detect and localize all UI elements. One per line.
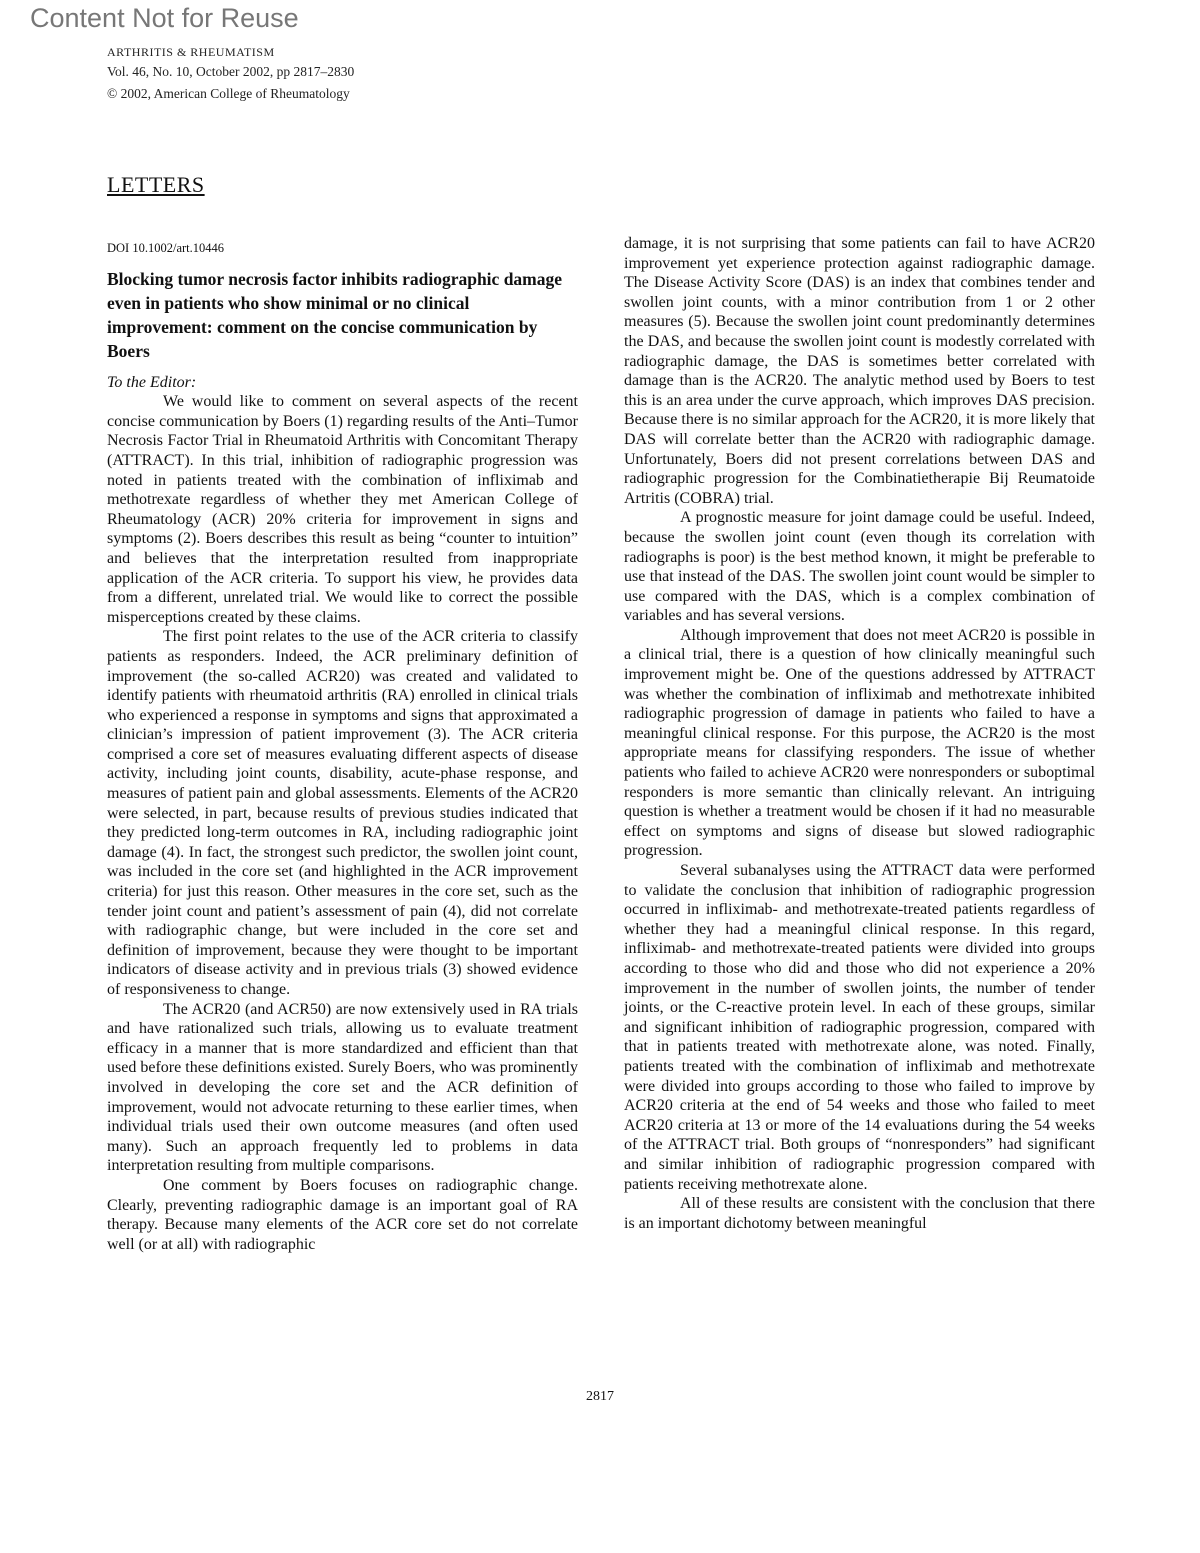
paragraph: Although improvement that does not meet ACR20 is possible in a clinical trial, there is a question of how clinically meaningful such improvement might be. One of the questions addressed by ATTRACT was whether the combination of infliximab and methotrexate inhibited radiographic progression of damage in patients who failed to have a meaningful clinical response. For this purpose, the ACR20 is the most appropriate means for classifying responders. The issue of whether patients who failed to achieve ACR20 were nonresponders or suboptimal responders is more semantic than clinically relevant. An intriguing question is whether a treatment would be chosen if it had no measurable effect on symptoms and signs of disease but slowed radiographic progression.	[624, 626, 1095, 860]
section-heading: LETTERS	[107, 172, 205, 197]
paragraph: damage, it is not surprising that some patients can fail to have ACR20 improvement yet experience protection against radiographic damage. The Disease Activity Score (DAS) is an index that combines tender and swollen joint counts, with a minor contribution from 1 or 2 other measures (5). Because the swollen joint count predominantly determines the DAS, and because the swollen joint count is modestly correlated with radiographic damage, the DAS is sometimes better correlated with damage than is the ACR20. The analytic method used by Boers to test this is an area under the curve approach, which improves DAS precision. Because there is no similar approach for the ACR20, it is more likely that DAS will correlate better than the ACR20 with radiographic damage. Unfortunately, Boers did not present correlations between DAS and radiographic progression for the Combinatietherapie Bij Reumatoide Artritis (COBRA) trial.	[624, 235, 1095, 507]
paragraph: One comment by Boers focuses on radiographic change. Clearly, preventing radiographic damage is an important goal of RA therapy. Because many elements of the ACR core set do not correlate well (or at all) with radiographic	[107, 1176, 578, 1253]
journal-copyright: © 2002, American College of Rheumatology	[107, 86, 350, 101]
journal-name: ARTHRITIS & RHEUMATISM	[107, 45, 275, 59]
article-title: Blocking tumor necrosis factor inhibits radiographic damage even in patients who show minimal or no clinical improvement: comment on the concise communication by Boers	[107, 268, 563, 361]
page-number: 2817	[586, 1389, 614, 1404]
doi: DOI 10.1002/art.10446	[107, 241, 224, 255]
left-column	[107, 239, 578, 1254]
paragraph: The ACR20 (and ACR50) are now extensively used in RA trials and have rationalized such trials, allowing us to evaluate treatment efficacy in a manner that is more standardized and efficient than that used before these definitions existed. Surely Boers, who was prominently involved in developing the core set and the ACR definition of improvement, would not advocate returning to these earlier times, when individual trials used their own outcome measures (and often used many). Such an approach frequently led to problems in data interpretation resulting from multiple comparisons.	[107, 1000, 578, 1175]
paragraph: All of these results are consistent with the conclusion that there is an important dichotomy between meaningful	[624, 1195, 1095, 1232]
watermark: Content Not for Reuse	[30, 3, 299, 33]
journal-volume: Vol. 46, No. 10, October 2002, pp 2817–2830	[107, 64, 355, 79]
salutation: To the Editor:	[107, 373, 197, 391]
paragraph: The first point relates to the use of the ACR criteria to classify patients as responders. Indeed, the ACR preliminary definition of improvement (the so-called ACR20) was created and validated to identify patients with rheumatoid arthritis (RA) enrolled in clinical trials who experienced a response in symptoms and signs that approximated a clinician’s impression of patient improvement (3). The ACR criteria comprised a core set of measures evaluating different aspects of disease activity, including joint counts, disability, acute-phase response, and measures of patient pain and global assessments. Elements of the ACR20 were selected, in part, because results of previous studies indicated that they predicted long-term outcomes in RA, including radiographic joint damage (4). In fact, the strongest such predictor, the swollen joint count, was included in the core set (and highlighted in the ACR improvement criteria) for just this reason. Other measures in the core set, such as the tender joint count and patient’s assessment of pain (4), did not correlate with radiographic change, but were included in the core set and definition of improvement, because they were thought to be important indicators of disease activity and in previous trials (3) showed evidence of responsiveness to change.	[107, 628, 578, 998]
paragraph: Several subanalyses using the ATTRACT data were performed to validate the conclusion that inhibition of radiographic progression occurred in infliximab- and methotrexate-treated patients regardless of whether they had a meaningful clinical response. In this regard, infliximab- and methotrexate-treated patients were divided into groups according to those who did and those who did not experience a 20% improvement in the number of swollen joints, the number of tender joints, or the C-reactive protein level. In each of these groups, similar and significant inhibition of radiographic progression, compared with that in patients treated with methotrexate alone, was noted. Finally, patients treated with the combination of infliximab and methotrexate were divided into groups according to those who failed to improve by ACR20 criteria at the end of 54 weeks and those who failed to meet ACR20 criteria at 13 or more of the 14 evaluations during the 54 weeks of the ATTRACT trial. Both groups of “nonresponders” had significant and similar inhibition of radiographic progression compared with patients receiving methotrexate alone.	[624, 862, 1095, 1193]
right-column	[624, 234, 1095, 1233]
paragraph: A prognostic measure for joint damage could be useful. Indeed, because the swollen joint count (even though its correlation with radiographs is poor) is the best method known, it might be preferable to use that instead of the DAS. The swollen joint count would be simpler to use compared with the DAS, which is a complex combination of variables and has several versions.	[624, 509, 1095, 625]
paragraph: We would like to comment on several aspects of the recent concise communication by Boers (1) regarding results of the Anti–Tumor Necrosis Factor Trial in Rheumatoid Arthritis with Concomitant Therapy (ATTRACT). In this trial, inhibition of radiographic progression was noted in patients treated with the combination of infliximab and methotrexate regardless of whether they met American College of Rheumatology (ACR) 20% criteria for improvement in signs and symptoms (2). Boers describes this result as being “counter to intuition” and believes that the interpretation resulted from inappropriate application of the ACR criteria. To support his view, he provides data from a different, unrelated trial. We would like to correct the possible misperceptions created by these claims.	[107, 393, 578, 626]
